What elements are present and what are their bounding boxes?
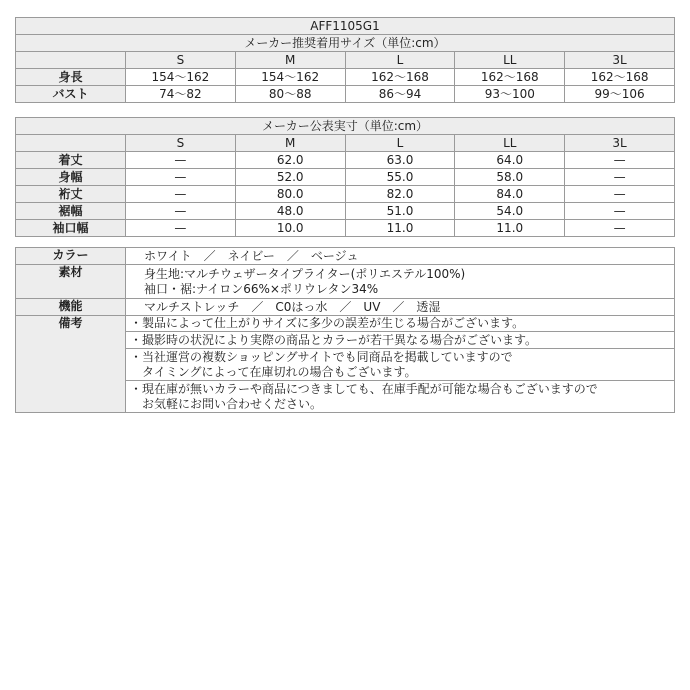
row-label: 袖口幅 — [16, 220, 126, 237]
table-row — [16, 69, 675, 86]
cell: 54.0 — [455, 203, 565, 220]
note-line: ・現在庫が無いカラーや商品につきましても、在庫手配が可能な場合もございますので — [130, 381, 598, 396]
table-title: メーカー推奨着用サイズ（単位:cm） — [16, 35, 675, 52]
note-line: タイミングによって在庫切れの場合もございます。 — [130, 364, 417, 379]
cell: 162～168 — [455, 69, 565, 86]
cell: 80～88 — [235, 86, 345, 103]
cell: 48.0 — [235, 203, 345, 220]
cell: 10.0 — [235, 220, 345, 237]
table-row — [16, 220, 675, 237]
cell: 74～82 — [126, 86, 236, 103]
note-line: お気軽にお問い合わせください。 — [130, 396, 323, 411]
cell: 80.0 — [235, 186, 345, 203]
table-row — [16, 152, 675, 169]
table-row — [16, 169, 675, 186]
row-label: 着丈 — [16, 152, 126, 169]
size-header: S — [126, 52, 236, 69]
cell: 154～162 — [126, 69, 236, 86]
cell: 86～94 — [345, 86, 455, 103]
row-label: 身幅 — [16, 169, 126, 186]
material-line: 袖口・裾:ナイロン66%×ポリウレタン34% — [144, 281, 379, 296]
cell: — — [565, 203, 675, 220]
function-value: マルチストレッチ ／ C0はっ水 ／ UV ／ 透湿 — [126, 299, 675, 316]
cell: — — [126, 152, 236, 169]
cell: 58.0 — [455, 169, 565, 186]
cell: 162～168 — [565, 69, 675, 86]
cell: 11.0 — [455, 220, 565, 237]
size-header: M — [235, 135, 345, 152]
function-label: 機能 — [16, 299, 126, 316]
note-item: ・製品によって仕上がりサイズに多少の誤差が生じる場合がございます。 — [126, 316, 675, 332]
size-header: L — [345, 52, 455, 69]
cell: — — [565, 220, 675, 237]
material-line: 身生地:マルチウェザータイプライター(ポリエステル100%) — [144, 266, 466, 281]
size-header: 3L — [565, 52, 675, 69]
row-label: 裾幅 — [16, 203, 126, 220]
notes-label: 備考 — [16, 316, 126, 413]
cell: 64.0 — [455, 152, 565, 169]
note-item: ・撮影時の状況により実際の商品とカラーが若干異なる場合がございます。 — [126, 332, 675, 349]
cell: 52.0 — [235, 169, 345, 186]
cell: — — [565, 169, 675, 186]
table-row — [16, 86, 675, 103]
cell: — — [126, 186, 236, 203]
cell: 63.0 — [345, 152, 455, 169]
size-header-row — [16, 52, 675, 69]
cell: 55.0 — [345, 169, 455, 186]
size-header: M — [235, 52, 345, 69]
row-label: 身長 — [16, 69, 126, 86]
cell: 51.0 — [345, 203, 455, 220]
size-header-row — [16, 135, 675, 152]
cell: — — [565, 152, 675, 169]
size-header: L — [345, 135, 455, 152]
table-row — [16, 186, 675, 203]
cell: 99～106 — [565, 86, 675, 103]
cell: — — [126, 203, 236, 220]
recommended-size-table — [15, 17, 675, 103]
material-label: 素材 — [16, 265, 126, 299]
table-row — [16, 203, 675, 220]
row-label: バスト — [16, 86, 126, 103]
cell: 62.0 — [235, 152, 345, 169]
table-title: メーカー公表実寸（単位:cm） — [16, 118, 675, 135]
product-code: AFF1105G1 — [16, 18, 675, 35]
cell: 82.0 — [345, 186, 455, 203]
cell: 162～168 — [345, 69, 455, 86]
size-header: LL — [455, 135, 565, 152]
row-label: 裄丈 — [16, 186, 126, 203]
cell: — — [126, 220, 236, 237]
size-header: S — [126, 135, 236, 152]
cell: — — [126, 169, 236, 186]
note-line: ・当社運営の複数ショッピングサイトでも同商品を掲載していますので — [130, 349, 513, 364]
color-label: カラー — [16, 248, 126, 265]
size-header: 3L — [565, 135, 675, 152]
cell: 84.0 — [455, 186, 565, 203]
color-value: ホワイト ／ ネイビー ／ ベージュ — [126, 248, 675, 265]
cell: 11.0 — [345, 220, 455, 237]
measurement-table — [15, 117, 675, 237]
spec-table — [15, 247, 675, 413]
cell: — — [565, 186, 675, 203]
size-header: LL — [455, 52, 565, 69]
cell: 154～162 — [235, 69, 345, 86]
cell: 93～100 — [455, 86, 565, 103]
